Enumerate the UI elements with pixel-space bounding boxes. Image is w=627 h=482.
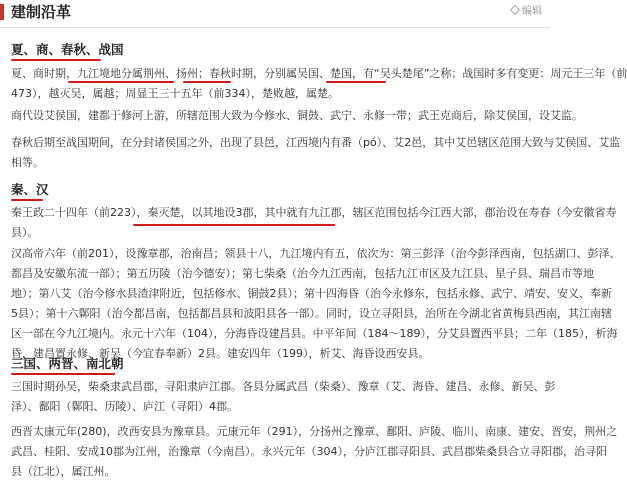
paragraph (11, 133, 621, 173)
paragraph (11, 106, 583, 126)
pencil-icon (510, 5, 520, 15)
text-line: 区一部在今九江境内。永元十六年（104），分海昏设建昌县。中平年间（184～189），分艾县置西平县；二年（185），析海 (11, 327, 618, 340)
text-line: 汉高帝六年（前201），设豫章郡，治南昌；领县十八，九江境内有五，依次为：第三彭泽（治今彭泽西南，包括湖口、彭泽、 (11, 247, 621, 260)
red-underline-annotation (11, 199, 43, 201)
text-line: 西晋太康元年(280)，改西安县为豫章县。元康元年（291），分扬州之豫章、鄱阳、庐陵、临川、南康、建安、晋安，荆州之 (11, 425, 618, 438)
text-line: 5县）；第十六鄡阳（治今都昌南，包括都昌县和波阳县各一部）。同时，设立寻阳县，治所在今湖北省黄梅县西南，其江南辖 (11, 307, 612, 320)
text-line: 夏、商时期，九江境地分属荆州、扬州；春秋时期，分别属吴国、楚国，有“吴头楚尾”之称；战国时多有变更：周元王三年（前 (11, 67, 627, 80)
edit-button[interactable] (510, 4, 542, 20)
red-underline-annotation (326, 81, 386, 83)
paragraph (11, 244, 621, 364)
red-underline-annotation (183, 81, 231, 83)
paragraph (11, 422, 618, 482)
paragraph (11, 203, 617, 243)
red-underline-annotation (133, 224, 335, 226)
header-divider (0, 27, 550, 28)
text-line: 秦王政二十四年（前223），秦灭楚，以其地设3郡，其中就有九江郡，辖区范围包括今江西大部，郡治设在寿春（今安徽省寿 (11, 206, 617, 219)
text-line: 商代设艾侯国，建都于修河上游，所辖范围大致为今修水、铜鼓、武宁、永修一带；武王克商后，除艾侯国，设艾监。 (11, 109, 583, 122)
paragraph (11, 377, 556, 417)
text-line: 武昌、桂阳、安成10郡为江州，治豫章（今南昌）。永兴元年（304），分庐江郡寻阳县、武昌郡柴桑县合立寻阳郡，治寻阳 (11, 445, 607, 458)
text-line: 泽）、鄱阳（鄡阳、历陵）、庐江（寻阳）4郡。 (11, 400, 238, 413)
header-accent-bar (0, 4, 4, 20)
text-line: 春秋后期至战国期间，在分封诸侯国之外，出现了县邑，江西境内有番（pó）、艾2邑，其中艾邑辖区范围大致与艾侯国、艾监 (11, 136, 621, 149)
text-line: 县（江北），属江州。 (11, 465, 116, 478)
text-line: 县）。 (11, 226, 39, 239)
text-line: 473），越灭吴，属越；周显王三十五年（前334），楚败越，属楚。 (11, 87, 339, 100)
section-title-qin-han: 秦、汉 (11, 182, 49, 197)
section-title-xia-shang: 夏、商、春秋、战国 (11, 42, 124, 57)
text-line: 昏，建昌置永修、新吴（今宜春奉新）2县。建安四年（199），析艾、海昏设西安县。 (11, 347, 430, 360)
red-underline-annotation (11, 373, 115, 375)
section-title-three-kingdoms: 三国、两晋、南北朝 (11, 356, 124, 371)
text-line: 地）；第八艾（治今修水县渣津附近，包括修水、铜鼓2县）；第十四海昏（治今永修东，包括永修、武宁、靖安、安义、奉新 (11, 287, 612, 300)
section-header (0, 0, 550, 26)
text-line: 都昌及安徽东流一部）；第五历陵（治今德安）；第七柴桑（治今九江西南，包括九江市区及九江县、星子县、瑞昌市等地 (11, 267, 594, 280)
text-line: 相等。 (11, 156, 44, 169)
edit-label: 编辑 (522, 6, 542, 17)
page-title: 建制沿革 (11, 3, 72, 21)
paragraph (11, 64, 627, 104)
text-line: 三国时期孙吴，柴桑隶武昌郡，寻阳隶庐江郡。各县分属武昌（柴桑）、豫章（艾、海昏、建昌、永修、新吴、彭 (11, 380, 556, 393)
red-underline-annotation (11, 59, 101, 61)
red-underline-annotation (68, 81, 174, 83)
